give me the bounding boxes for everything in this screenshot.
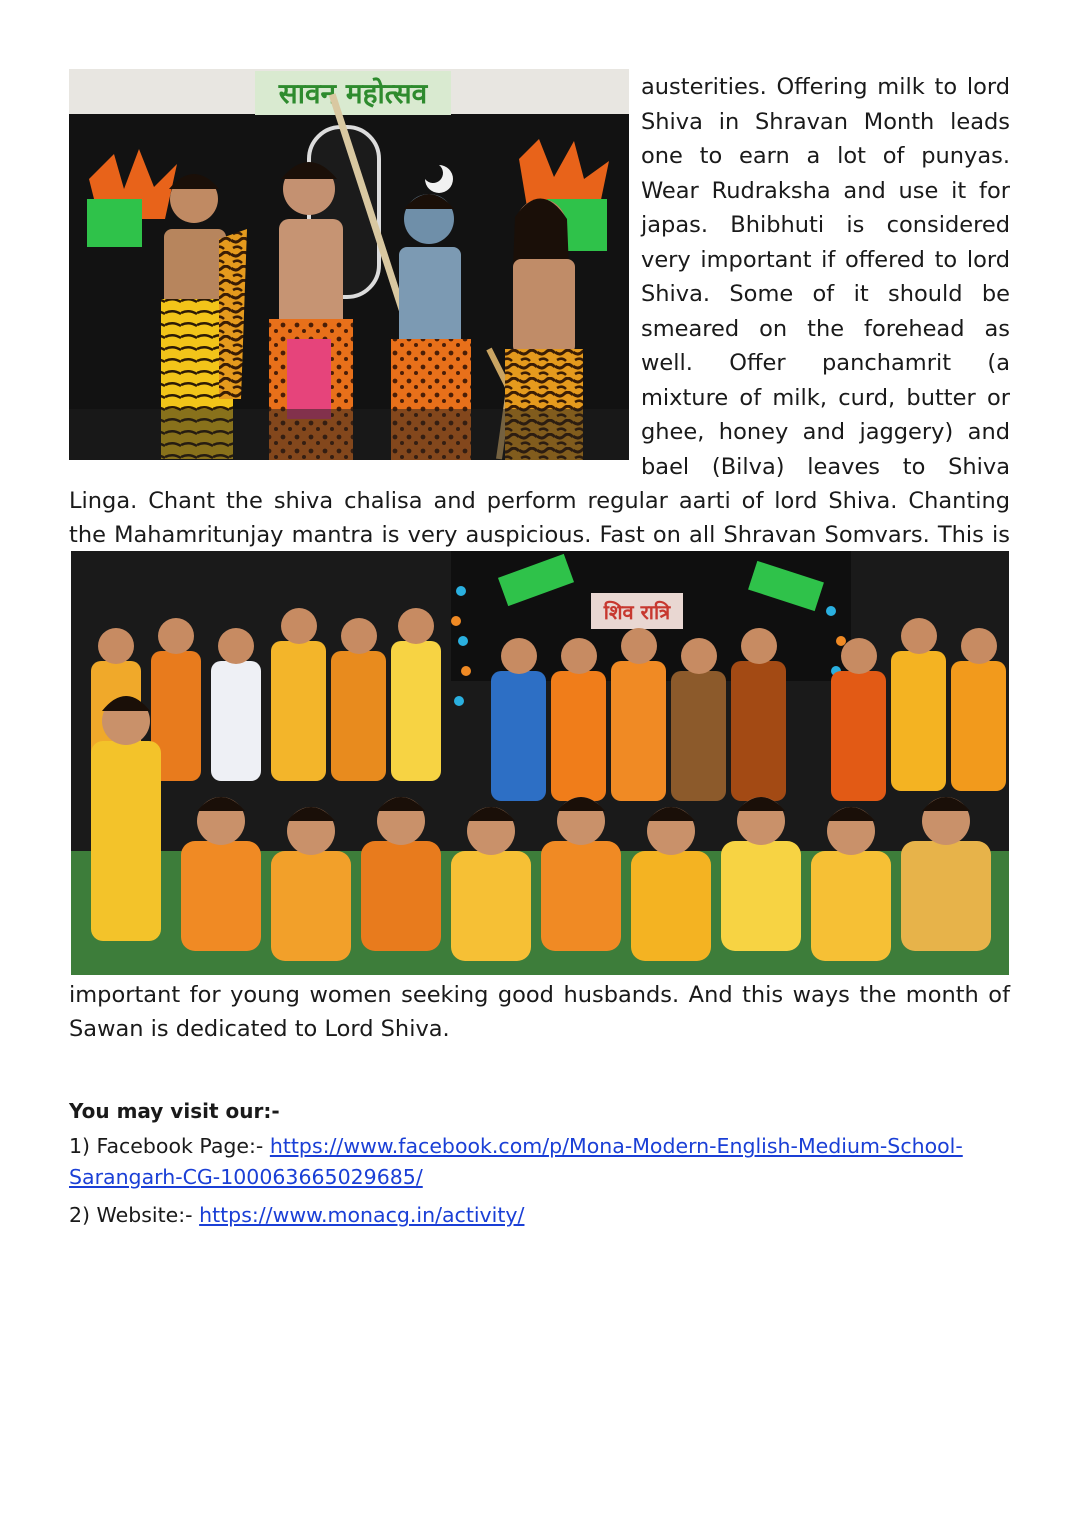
facebook-row-continued	[69, 1162, 423, 1192]
facebook-row	[69, 1131, 963, 1161]
paragraph-line: mixture of milk, curd, butter or	[641, 384, 1010, 411]
website-link[interactable]: https://www.monacg.in/activity/	[199, 1203, 525, 1227]
facebook-label: 1) Facebook Page:-	[69, 1134, 270, 1158]
shiva-costume-illustration	[69, 69, 629, 460]
website-row	[69, 1200, 524, 1230]
side-paragraph	[641, 70, 1010, 484]
paragraph-line: Linga. Chant the shiva chalisa and perform regular aarti of lord Shiva. Chanting	[69, 488, 1010, 514]
shiva-costume-photo	[69, 69, 629, 460]
banner-text: सावन महोत्सव	[278, 77, 428, 110]
facebook-link[interactable]: https://www.facebook.com/p/Mona-Modern-English-Medium-School-	[269, 1134, 963, 1158]
paragraph-line: bael (Bilva) leaves to Shiva	[641, 453, 1010, 480]
visit-heading: You may visit our:-	[69, 1099, 280, 1123]
facebook-link-continued[interactable]: Sarangarh-CG-100063665029685/	[69, 1165, 423, 1189]
paragraph-line: japas. Bhibhuti is considered	[641, 212, 1010, 238]
group-celebration-illustration	[71, 551, 1009, 975]
paragraph-line: ghee, honey and jaggery) and	[641, 419, 1010, 445]
paragraph-line: austerities. Offering milk to lord	[641, 74, 1010, 100]
group-celebration-photo	[71, 551, 1009, 975]
paragraph-line: very important if offered to lord	[641, 246, 1010, 273]
paragraph-line: Shiva in Shravan Month leads	[641, 108, 1010, 135]
paragraph-line: well. Offer panchamrit (a	[641, 350, 1010, 376]
paragraph-line: the Mahamritunjay mantra is very auspicious. Fast on all Shravan Somvars. This is	[69, 522, 1010, 548]
paragraph-line: Sawan is dedicated to Lord Shiva.	[69, 1016, 450, 1042]
stage-sign-text: शिव रात्रि	[603, 600, 671, 624]
paragraph-line: Shiva. Some of it should be	[641, 281, 1010, 307]
paragraph-line: one to earn a lot of punyas.	[641, 143, 1010, 169]
website-label: 2) Website:-	[69, 1203, 200, 1227]
paragraph-line: Wear Rudraksha and use it for	[641, 177, 1010, 204]
paragraph-line: important for young women seeking good husbands. And this ways the month of	[69, 982, 1010, 1008]
paragraph-line: smeared on the forehead as	[641, 315, 1010, 342]
